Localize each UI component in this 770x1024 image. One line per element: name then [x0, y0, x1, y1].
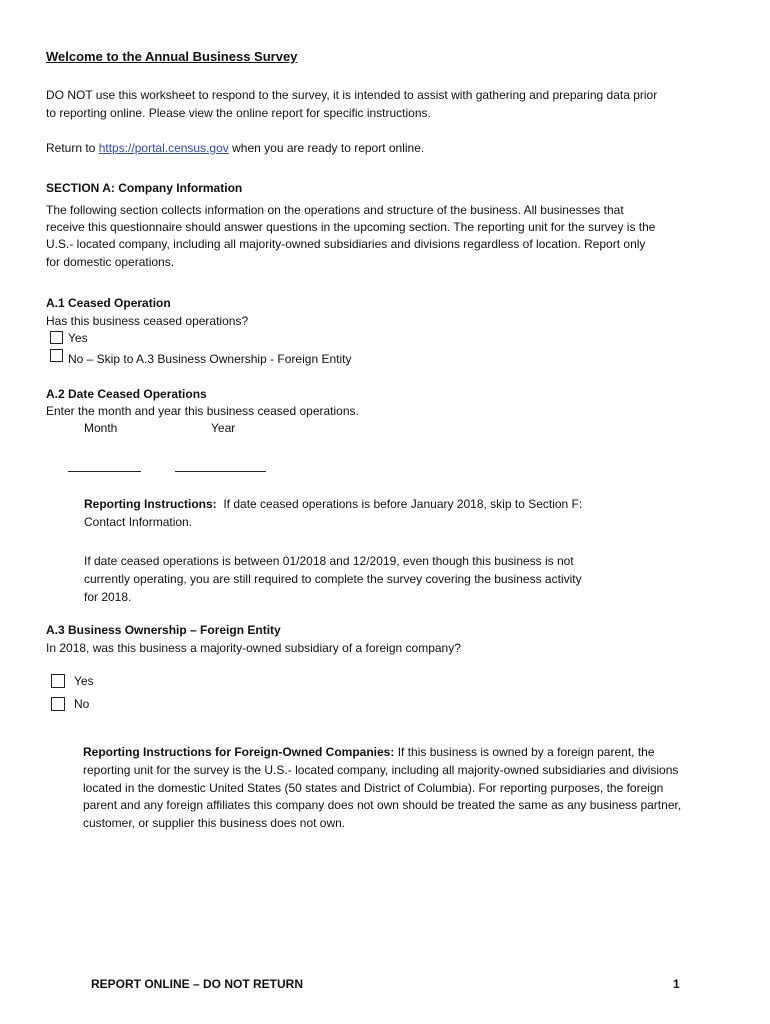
- section-a-desc-3: U.S.- located company, including all majority-owned subsidiaries and divisions regardless of location. Report only: [46, 237, 646, 251]
- a2-heading: A.2 Date Ceased Operations: [46, 387, 207, 401]
- a2-note-line-1: If date ceased operations is between 01/2018 and 12/2019, even though this business is not: [84, 554, 574, 568]
- a2-instructions-line-1: [84, 496, 582, 514]
- section-a-heading: SECTION A: Company Information: [46, 181, 243, 195]
- return-line: [46, 140, 424, 158]
- page-title: Welcome to the Annual Business Survey: [46, 49, 298, 64]
- month-input-line[interactable]: [68, 471, 141, 472]
- section-a-desc-4: for domestic operations.: [46, 255, 175, 269]
- a1-yes-checkbox[interactable]: [50, 331, 63, 344]
- page-number: 1: [673, 977, 680, 991]
- a2-note-line-2: currently operating, you are still required to complete the survey covering the business activity: [84, 572, 582, 586]
- a3-yes-label: Yes: [74, 674, 94, 688]
- intro-line-1: DO NOT use this worksheet to respond to the survey, it is intended to assist with gathering and preparing data prior: [46, 88, 658, 102]
- a1-no-label: No – Skip to A.3 Business Ownership - Foreign Entity: [68, 352, 352, 366]
- a2-instructions-label: Reporting Instructions:: [84, 497, 217, 511]
- section-a-desc-2: receive this questionnaire should answer questions in the upcoming section. The reporting unit for the survey is the: [46, 220, 656, 234]
- a3-instructions-line-2: reporting unit for the survey is the U.S.- located company, including all majority-owned subsidiaries and divisions: [83, 763, 679, 777]
- a2-instructions-text: If date ceased operations is before January 2018, skip to Section F:: [223, 497, 583, 511]
- a3-question: In 2018, was this business a majority-owned subsidiary of a foreign company?: [46, 641, 461, 655]
- a1-yes-label: Yes: [68, 331, 88, 345]
- a1-question: Has this business ceased operations?: [46, 314, 249, 328]
- a3-instructions-text: If this business is owned by a foreign parent, the: [397, 745, 655, 759]
- a1-heading: A.1 Ceased Operation: [46, 296, 171, 310]
- a3-instructions-line-1: [83, 744, 655, 762]
- a3-no-checkbox[interactable]: [51, 697, 65, 711]
- return-prefix: Return to: [46, 141, 96, 155]
- a3-instructions-line-3: located in the domestic United States (50 states and District of Columbia). For reporting purposes, the foreign: [83, 781, 664, 795]
- a1-no-checkbox[interactable]: [50, 349, 63, 362]
- year-input-line[interactable]: [175, 471, 266, 472]
- portal-link[interactable]: https://portal.census.gov: [98, 141, 229, 155]
- a2-question: Enter the month and year this business ceased operations.: [46, 404, 359, 418]
- return-suffix: when you are ready to report online.: [232, 141, 425, 155]
- a3-heading: A.3 Business Ownership – Foreign Entity: [46, 623, 281, 637]
- section-a-desc-1: The following section collects information on the operations and structure of the business. All businesses that: [46, 203, 624, 217]
- a2-note-line-3: for 2018.: [84, 590, 132, 604]
- a3-instructions-line-4: parent and any foreign affiliates this company does not own should be treated the same as any business partner,: [83, 798, 682, 812]
- footer-notice: REPORT ONLINE – DO NOT RETURN: [91, 977, 304, 991]
- month-label: Month: [84, 421, 118, 435]
- a3-yes-checkbox[interactable]: [51, 674, 65, 688]
- a3-no-label: No: [74, 697, 90, 711]
- a3-instructions-line-5: customer, or supplier this business does not own.: [83, 816, 346, 830]
- a3-instructions-label: Reporting Instructions for Foreign-Owned Companies:: [83, 745, 395, 759]
- year-label: Year: [211, 421, 236, 435]
- a2-instructions-line-2: Contact Information.: [84, 515, 193, 529]
- intro-line-2: to reporting online. Please view the online report for specific instructions.: [46, 106, 431, 120]
